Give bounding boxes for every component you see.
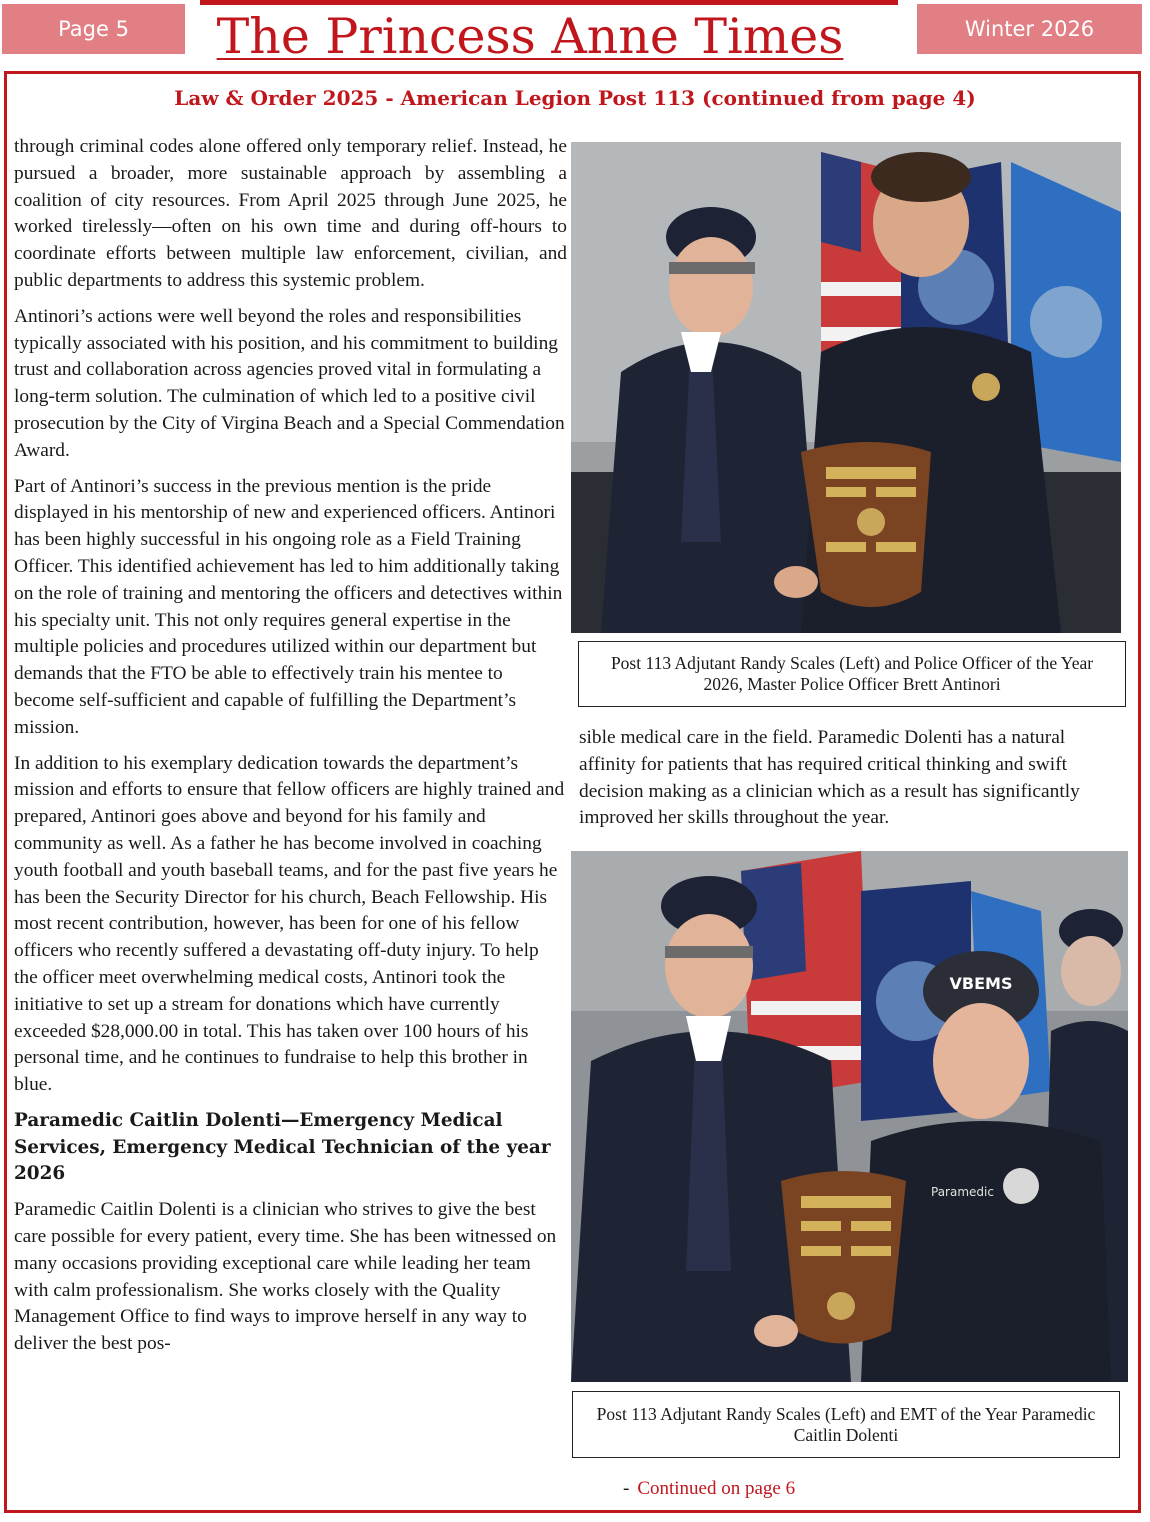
photo-illustration: [571, 851, 1128, 1382]
photo-police-officer: [571, 142, 1121, 633]
issue-label: Winter 2026: [964, 17, 1095, 41]
paragraph: sible medical care in the field. Paramedic Dolenti has a natural affinity for patients that has required critical thinking and swift decision making as a clinician which as a result has significantly improved her skills throughout the year.: [579, 727, 1080, 829]
continued-link[interactable]: Continued on page 6: [637, 1478, 796, 1499]
top-rule: [200, 0, 898, 5]
paragraph: Part of Antinori’s success in the previous mention is the pride displayed in his mentorship of new and experienced officers. Antinori has been highly successful in his ongoing role as a Field Training Officer. This identified achievement has led to him additionally taking on the role of training and mentoring the officers and detectives within his specialty unit. This not only requires general expertise in the multiple policies and procedures utilized within our department but demands that the FTO be able to effectively train his mentee to become self-sufficient and capable of fulfilling the Department’s mission.: [14, 475, 563, 738]
photo-caption-1: Post 113 Adjutant Randy Scales (Left) and Police Officer of the Year 2026, Master Police Officer Brett Antinori: [578, 641, 1126, 707]
page-number: Page 5: [58, 17, 129, 41]
photo-illustration: [571, 142, 1121, 633]
paragraph: In addition to his exemplary dedication towards the department’s mission and efforts to ensure that fellow officers are highly trained and prepared, Antinori goes above and beyond for his family and community as well. As a father he has become involved in coaching youth football and youth baseball teams, and for the past five years he has been the Security Director for his church, Beach Fellowship. His most recent contribution, however, has been for one of his fellow officers who recently suffered a devastating off-duty injury. To help the officer meet overwhelming medical costs, Antinori took the initiative to set up a stream for donations which have currently exceeded $28,000.00 in total. This has taken over 100 hours of his personal time, and he continues to fundraise to help this brother in blue.: [14, 752, 565, 1096]
masthead-title: The Princess Anne Times: [216, 8, 844, 65]
cap-logo-text: VBEMS: [949, 974, 1013, 993]
section-subheading: Paramedic Caitlin Dolenti—Emergency Medical Services, Emergency Medical Technician of the year 2026: [14, 1109, 551, 1185]
left-column: [14, 134, 567, 1367]
article-headline: Law & Order 2025 - American Legion Post 113 (continued from page 4): [174, 86, 976, 110]
right-column: [579, 725, 1114, 841]
dash-mark: -: [623, 1478, 630, 1499]
photo-emt: [571, 851, 1128, 1382]
photo-caption-2: Post 113 Adjutant Randy Scales (Left) and EMT of the Year Paramedic Caitlin Dolenti: [572, 1391, 1120, 1458]
paragraph: through criminal codes alone offered only temporary relief. Instead, he pursued a broader, more sustainable approach by assembling a coalition of city resources. From April 2025 through June 2025, he worked tirelessly—often on his own time and during off-hours to coordinate efforts between multiple law enforcement, civilian, and public departments to address this systemic problem.: [14, 136, 567, 291]
paragraph: Paramedic Caitlin Dolenti is a clinician who strives to give the best care possible for every patient, every time. She has been witnessed on many occasions providing exceptional care while leading her team with calm professionalism. She works closely with the Quality Management Office to find ways to improve herself in any way to deliver the best pos-: [14, 1199, 557, 1355]
paragraph: Antinori’s actions were well beyond the roles and responsibilities typically associated with his position, and his commitment to building trust and collaboration across agencies proved vital in formulating a long-term solution. The culmination of which led to a positive civil prosecution by the City of Virgina Beach and a Special Commendation Award.: [14, 305, 565, 461]
issue-tab: [917, 4, 1142, 54]
jacket-text: Paramedic: [931, 1185, 994, 1199]
page-number-tab: [2, 4, 185, 54]
continued-note[interactable]: [623, 1478, 795, 1500]
